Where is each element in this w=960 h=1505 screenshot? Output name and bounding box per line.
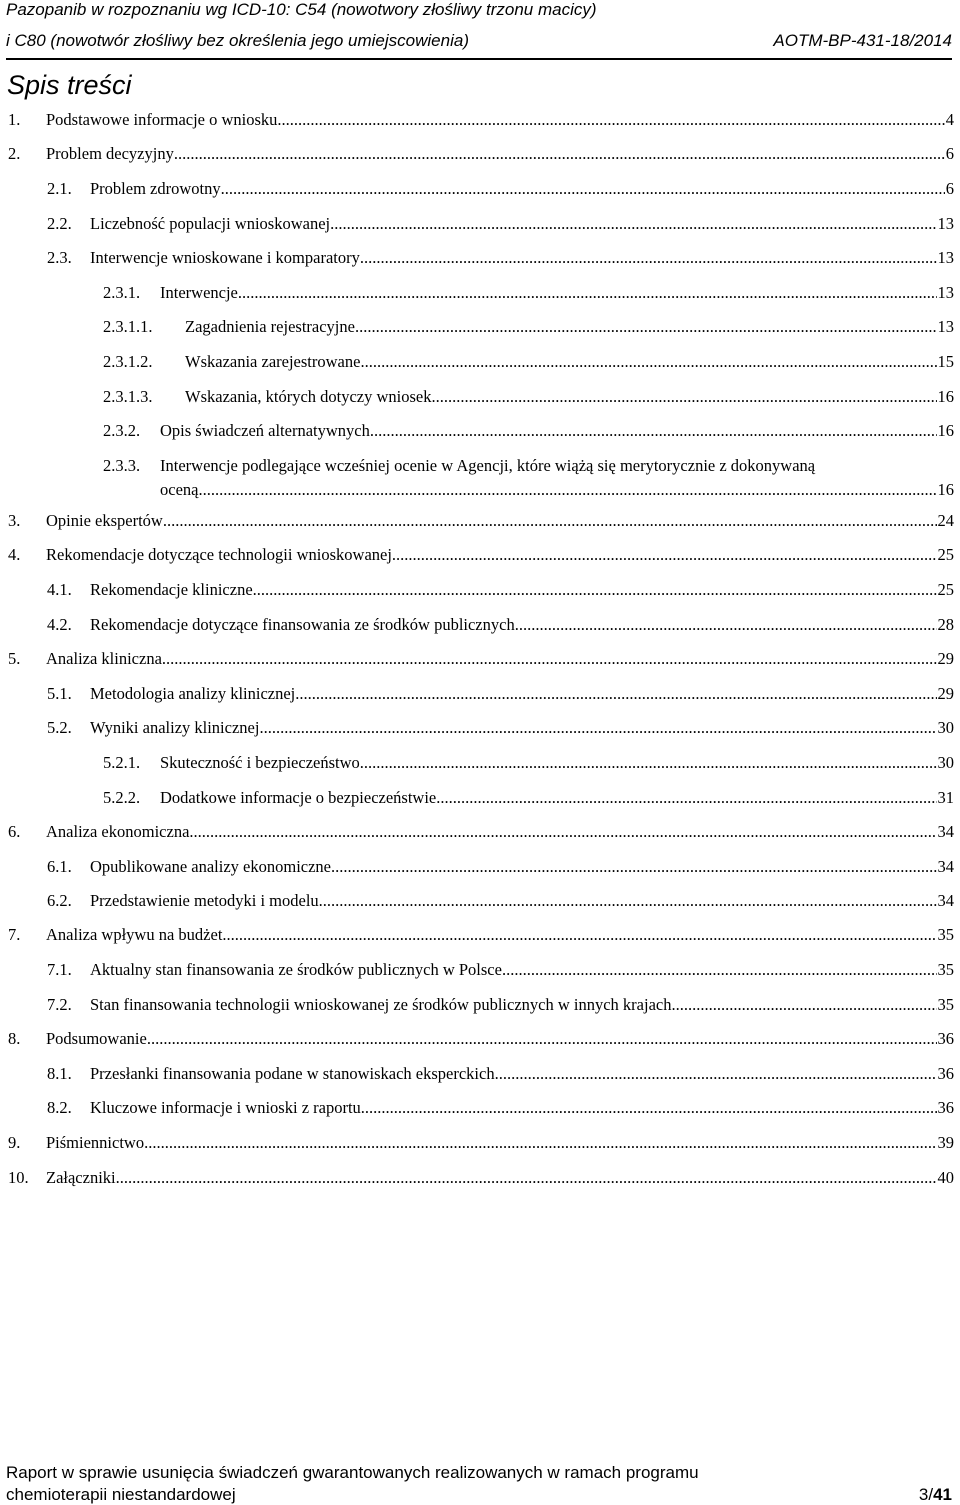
toc-entry-title: Kluczowe informacje i wnioski z raportu (90, 1098, 361, 1117)
footer-line-2: chemioterapii niestandardowej (6, 1485, 236, 1504)
toc-leader-dots (361, 1098, 937, 1118)
toc-entry[interactable] (8, 144, 954, 164)
toc-entry[interactable] (47, 615, 954, 635)
toc-entry[interactable] (8, 822, 954, 842)
toc-entry-number: 3. (8, 511, 21, 530)
toc-entry[interactable] (103, 317, 954, 337)
toc-entry[interactable] (103, 456, 954, 500)
toc-entry[interactable] (103, 283, 954, 303)
header-subtitle-row (6, 31, 952, 51)
toc-entry-title: Metodologia analizy klinicznej (90, 684, 296, 703)
toc-leader-dots (253, 580, 937, 600)
toc-entry-number: 2.3.1.2. (103, 352, 153, 371)
toc-leader-dots (671, 995, 936, 1015)
toc-entry-title: Dodatkowe informacje o bezpieczeństwie (160, 788, 437, 807)
toc-entry[interactable] (47, 580, 954, 600)
toc-entry-page: 25 (937, 545, 954, 564)
toc-entry-page: 13 (937, 283, 954, 302)
toc-entry-number: 2.2. (47, 214, 72, 233)
toc-leader-dots (360, 753, 937, 773)
toc-leader-dots (174, 144, 945, 164)
toc-leader-dots (222, 925, 936, 945)
toc-entry-title: Analiza ekonomiczna (46, 822, 190, 841)
toc-entry[interactable] (47, 857, 954, 877)
toc-entry-page: 39 (937, 1133, 954, 1152)
toc-entry-page: 13 (937, 248, 954, 267)
toc-entry[interactable] (103, 788, 954, 808)
toc-entry[interactable] (8, 925, 954, 945)
toc-entry-number: 7.1. (47, 960, 72, 979)
toc-entry-page: 13 (937, 317, 954, 336)
toc-entry-number: 7.2. (47, 995, 72, 1014)
toc-entry-title: Analiza wpływu na budżet (46, 925, 223, 944)
page-number (919, 1485, 952, 1505)
toc-entry-title: Liczebność populacji wnioskowanej (90, 214, 331, 233)
toc-entry-page: 35 (937, 960, 954, 979)
toc-entry-page: 34 (937, 822, 954, 841)
toc-entry-title: Stan finansowania technologii wnioskowanej ze środków publicznych w innych krajach (90, 995, 672, 1014)
toc-entry[interactable] (47, 960, 954, 980)
toc-entry-title: Skuteczność i bezpieczeństwo (160, 753, 360, 772)
toc-entry-title: Interwencje (160, 283, 238, 302)
toc-leader-dots (162, 649, 937, 669)
toc-leader-dots (144, 1133, 936, 1153)
toc-entry-title: Wyniki analizy klinicznej (90, 718, 260, 737)
toc-entry-title: Piśmiennictwo (46, 1133, 145, 1152)
toc-leader-dots (436, 788, 936, 808)
toc-entry-page: 6 (945, 144, 954, 163)
toc-leader-dots (360, 248, 937, 268)
toc-entry-number: 2.3.1.3. (103, 387, 153, 406)
toc-entry-number: 5.1. (47, 684, 72, 703)
toc-entry-page: 34 (937, 857, 954, 876)
toc-entry-title: Interwencje wnioskowane i komparatory (90, 248, 360, 267)
toc-entry-number: 2.1. (47, 179, 72, 198)
toc-entry-title: Problem zdrowotny (90, 179, 221, 198)
toc-entry-title: Podsumowanie (46, 1029, 147, 1048)
toc-leader-dots (331, 857, 937, 877)
toc-leader-dots (221, 179, 945, 199)
toc-entry-title: Załączniki (46, 1168, 116, 1187)
toc-entry[interactable] (8, 545, 954, 565)
toc-entry-title: Analiza kliniczna (46, 649, 162, 668)
toc-entry[interactable] (47, 995, 954, 1015)
toc-entry[interactable] (8, 1168, 954, 1188)
toc-leader-dots (355, 317, 937, 337)
toc-entry-page: 16 (937, 480, 954, 499)
toc-entry-number: 2.3.1.1. (103, 317, 153, 336)
toc-entry-number: 5. (8, 649, 21, 668)
toc-entry-title: Rekomendacje kliniczne (90, 580, 253, 599)
toc-leader-dots (163, 511, 937, 531)
toc-entry-number: 2. (8, 144, 21, 163)
toc-entry-page: 35 (937, 995, 954, 1014)
toc-leader-dots (259, 718, 936, 738)
toc-entry[interactable] (47, 684, 954, 704)
toc-entry[interactable] (47, 248, 954, 268)
toc-entry[interactable] (103, 387, 954, 407)
toc-entry-number: 8. (8, 1029, 21, 1048)
page-number-current: 3/ (918, 1485, 934, 1504)
toc-entry-page: 25 (937, 580, 954, 599)
header-document-id: AOTM-BP-431-18/2014 (773, 31, 952, 50)
toc-entry-title: Interwencje podlegające wcześniej ocenie w Agencji, które wiążą się merytorycznie z dokonywaną (160, 456, 816, 475)
toc-entry-number: 2.3. (47, 248, 72, 267)
toc-entry-title: Opinie ekspertów (46, 511, 163, 530)
toc-leader-dots (295, 684, 936, 704)
toc-entry[interactable] (8, 1133, 954, 1153)
toc-leader-dots (360, 352, 936, 372)
toc-entry-page: 36 (937, 1029, 954, 1048)
toc-entry-title: Przesłanki finansowania podane w stanowiskach eksperckich (90, 1064, 495, 1083)
toc-entry-number: 6.2. (47, 891, 72, 910)
toc-entry-title: Aktualny stan finansowania ze środków publicznych w Polsce (90, 960, 502, 979)
toc-entry[interactable] (8, 511, 954, 531)
toc-entry-title: Wskazania, których dotyczy wniosek (185, 387, 432, 406)
toc-entry-page: 40 (937, 1168, 954, 1187)
toc-entry-title: Przedstawienie metodyki i modelu (90, 891, 319, 910)
toc-entry-page: 6 (945, 179, 954, 198)
toc-leader-dots (198, 480, 936, 500)
toc-entry-page: 30 (937, 753, 954, 772)
toc-entry-title: Problem decyzyjny (46, 144, 174, 163)
toc-entry-number: 6. (8, 822, 21, 841)
toc-leader-dots (189, 822, 936, 842)
toc-entry-number: 6.1. (47, 857, 72, 876)
toc-entry-page: 24 (937, 511, 954, 530)
toc-entry-page: 34 (937, 891, 954, 910)
toc-entry-page: 29 (937, 684, 954, 703)
toc-entry-number: 2.3.2. (103, 421, 141, 440)
header-title: Pazopanib w rozpoznaniu wg ICD-10: C54 (nowotwory złośliwy trzonu macicy) (6, 0, 597, 19)
toc-entry-page: 36 (937, 1064, 954, 1083)
toc-entry-number: 4.1. (47, 580, 72, 599)
toc-entry-title: Zagadnienia rejestracyjne (185, 317, 355, 336)
toc-entry[interactable] (47, 718, 954, 738)
toc-entry-page: 35 (937, 925, 954, 944)
toc-entry-number: 2.3.3. (103, 456, 141, 475)
toc-entry-title: Opublikowane analizy ekonomiczne (90, 857, 331, 876)
toc-entry-number: 4. (8, 545, 21, 564)
toc-entry[interactable] (8, 1029, 954, 1049)
header-subtitle: i C80 (nowotwór złośliwy bez określenia jego umiejscowienia) (6, 31, 469, 50)
footer-line-2-row (6, 1485, 952, 1505)
toc-entry[interactable] (103, 753, 954, 773)
toc-entry-page: 16 (937, 387, 954, 406)
toc-entry-page: 28 (937, 615, 954, 634)
toc-entry[interactable] (8, 649, 954, 669)
toc-leader-dots (432, 387, 937, 407)
toc-leader-dots (147, 1029, 937, 1049)
toc-entry[interactable] (47, 1064, 954, 1084)
toc-leader-dots (330, 214, 936, 234)
toc-leader-dots (392, 545, 937, 565)
footer-line-1: Raport w sprawie usunięcia świadczeń gwarantowanych realizowanych w ramach programu (6, 1463, 699, 1482)
toc-entry-number: 7. (8, 925, 21, 944)
toc-entry[interactable] (47, 214, 954, 234)
toc-entry-number: 8.1. (47, 1064, 72, 1083)
toc-leader-dots (370, 421, 937, 441)
toc-leader-dots (319, 891, 937, 911)
toc-entry-number: 5.2.2. (103, 788, 141, 807)
toc-entry-page: 29 (937, 649, 954, 668)
toc-entry-page: 30 (937, 718, 954, 737)
toc-leader-dots (495, 1064, 937, 1084)
page-number-total: 41 (933, 1485, 952, 1504)
toc-entry[interactable] (8, 110, 954, 130)
toc-entry-page: 13 (937, 214, 954, 233)
toc-entry-number: 5.2. (47, 718, 72, 737)
toc-leader-dots (116, 1168, 937, 1188)
toc-leader-dots (238, 283, 937, 303)
toc-entry-number: 10. (8, 1168, 29, 1187)
toc-entry-page: 4 (945, 110, 954, 129)
header-rule (6, 58, 952, 60)
toc-entry[interactable] (47, 1098, 954, 1118)
toc-entry-number: 1. (8, 110, 21, 129)
toc-entry-number: 8.2. (47, 1098, 72, 1117)
toc-entry[interactable] (47, 891, 954, 911)
toc-entry[interactable] (103, 421, 954, 441)
toc-entry-title: Rekomendacje dotyczące finansowania ze środków publicznych (90, 615, 515, 634)
toc-entry-number: 4.2. (47, 615, 72, 634)
toc-entry-number: 9. (8, 1133, 21, 1152)
toc-entry-number: 5.2.1. (103, 753, 141, 772)
toc-entry-title: Rekomendacje dotyczące technologii wnioskowanej (46, 545, 392, 564)
toc-title: Spis treści (7, 70, 132, 100)
toc-leader-dots (502, 960, 937, 980)
toc-entry-page: 31 (937, 788, 954, 807)
toc-entry-title: Podstawowe informacje o wniosku (46, 110, 278, 129)
toc-entry-page: 16 (937, 421, 954, 440)
toc-entry-page: 36 (937, 1098, 954, 1117)
toc-entry-title-continued: oceną (160, 480, 199, 499)
toc-entry-title: Opis świadczeń alternatywnych (160, 421, 370, 440)
toc-entry-page: 15 (937, 352, 954, 371)
toc-leader-dots (515, 615, 937, 635)
toc-entry[interactable] (47, 179, 954, 199)
toc-entry[interactable] (103, 352, 954, 372)
toc-leader-dots (277, 110, 944, 130)
toc-entry-number: 2.3.1. (103, 283, 141, 302)
toc-entry-title: Wskazania zarejestrowane (185, 352, 361, 371)
